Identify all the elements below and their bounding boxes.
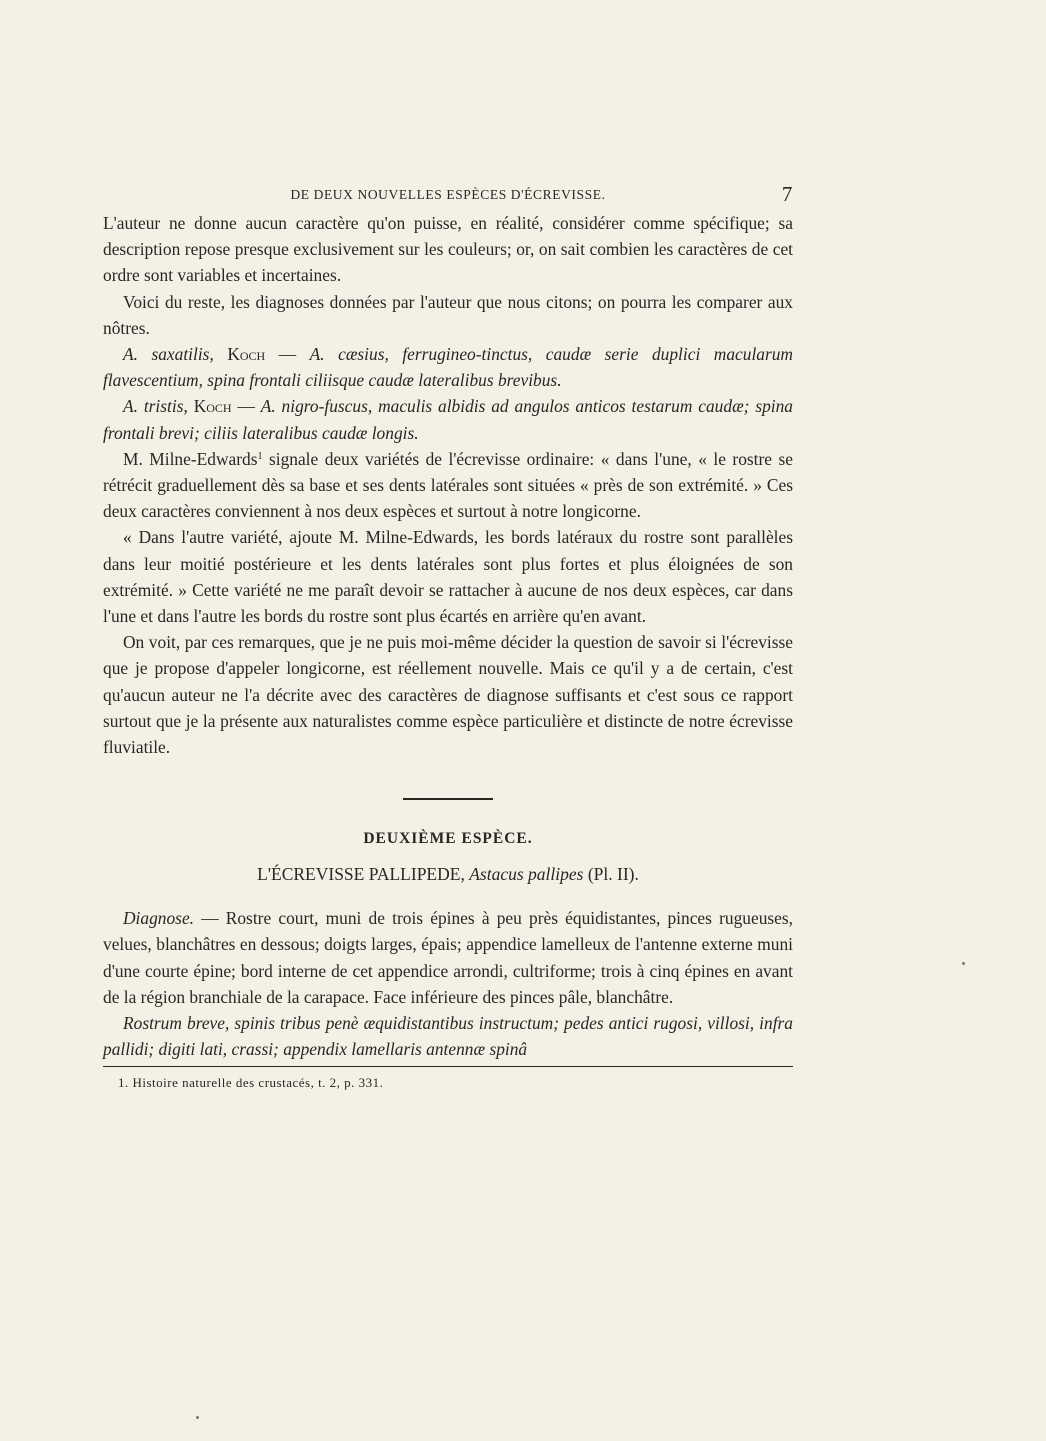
paragraph-6: « Dans l'autre variété, ajoute M. Milne-Edwards, les bords latéraux du rostre sont parallèles dans leur moitié postérieure et les dents latérales sont plus fortes et plus éloignées de son extrémité. » Cette variété ne me paraît devoir se rattacher à aucune de nos deux espèces, car dans l'une et dans l'autre les bords du rostre sont plus écartés en arrière qu'en avant.: [103, 527, 793, 627]
footnote-text: Histoire naturelle des crustacés, t. 2, p. 331.: [132, 1075, 384, 1091]
diagnose-label: Diagnose.: [123, 908, 195, 929]
separator: —: [265, 344, 310, 365]
section-heading: DEUXIÈME ESPÈCE.: [363, 830, 533, 848]
latin-diagnosis: Rostrum breve, spinis tribus penè æquidistantibus instructum; pedes antici rugosi, villosi, infra pallidi; digiti lati, crassi; appendix lamellaris antennæ spinâ: [103, 1013, 793, 1060]
latin-diagnosis: A. cæsius, ferrugineo-tinctus, caudæ serie duplici macularum flavescentium, spina frontali ciliisque caudæ lateralibus brevibus.: [103, 344, 793, 391]
running-title: DE DEUX NOUVELLES ESPÈCES D'ÉCREVISSE.: [290, 187, 606, 202]
running-head: [103, 182, 793, 210]
footnote-number: 1.: [118, 1075, 129, 1091]
paper-speck: [196, 1416, 199, 1419]
section-divider: [403, 798, 493, 800]
paragraph-5: [103, 446, 793, 525]
paragraph-5-rest: signale deux variétés de l'écrevisse ordinaire: « dans l'une, « le rostre se rétrécit graduellement dès sa base et ses dents latérales sont situées « près de son extrémité. » Ces deux caractères conviennent à nos deux espèces et surtout à notre longicorne.: [103, 448, 793, 522]
footnote: [103, 1075, 793, 1091]
species-title: [103, 864, 793, 885]
species-name: A. tristis: [123, 396, 184, 417]
paragraph-2: Voici du reste, les diagnoses données par l'auteur que nous citons; on pourra les comparer aux nôtres.: [103, 291, 793, 338]
paragraph-7: On voit, par ces remarques, que je ne puis moi-même décider la question de savoir si l'écrevisse que je propose d'appeler longicorne, est réellement nouvelle. Mais ce qu'il y a de certain, c'est qu'aucun auteur ne l'a décrite avec des caractères de diagnose suffisants et c'est sous ce rapport surtout que je la présente aux naturalistes comme espèce particulière et distincte de notre écrevisse fluviatile.: [103, 632, 793, 758]
diagnose-text: Rostre court, muni de trois épines à peu près équidistantes, pinces rugueuses, velues, blanchâtres en dessous; doigts larges, épais; appendice lamelleux de l'antenne externe muni d'une courte épine; bord interne de cet appendice arrondi, cultriforme; trois à cinq épines en avant de la région branchiale de la carapace. Face inférieure des pinces pâle, blanchâtre.: [103, 908, 793, 1007]
page-body: [103, 182, 793, 1091]
latin-diagnosis: A. nigro-fuscus, maculis albidis ad angulos anticos testarum caudæ; spina frontali brevi; ciliis lateralibus caudæ longis.: [103, 396, 794, 443]
footnote-ref[interactable]: 1: [257, 450, 263, 462]
page-number: 7: [781, 182, 793, 206]
species-name: A. saxatilis: [123, 344, 210, 365]
paper-speck: [962, 962, 965, 965]
plate-reference: (Pl. II).: [587, 864, 639, 885]
species-common-name: L'ÉCREVISSE PALLIPEDE,: [257, 864, 465, 885]
species-author: Koch: [227, 344, 266, 365]
separator: —: [231, 396, 261, 417]
paragraph-koch-saxatilis: A. saxatilis, Koch — A. cæsius, ferrugineo-tinctus, caudæ serie duplici macularum flavescentium, spina frontali ciliisque caudæ lateralibus brevibus.: [103, 344, 793, 391]
paragraph-5-start: M. Milne-Edwards: [123, 448, 258, 469]
species-author: Koch: [193, 396, 232, 417]
latin-diagnosis-paragraph: [103, 1010, 793, 1062]
paragraph-koch-tristis: A. tristis, Koch — A. nigro-fuscus, maculis albidis ad angulos anticos testarum caudæ; spina frontali brevi; ciliis lateralibus caudæ longis.: [103, 396, 794, 443]
footnote-rule: [103, 1066, 793, 1067]
diagnose-paragraph: [103, 905, 793, 1010]
species-latin-name: Astacus pallipes: [469, 864, 584, 885]
separator: —: [194, 908, 226, 929]
paragraph-1: L'auteur ne donne aucun caractère qu'on puisse, en réalité, considérer comme spécifique; sa description repose presque exclusivement sur les couleurs; or, on sait combien les caractères de cet ordre sont variables et incertaines.: [103, 213, 793, 286]
